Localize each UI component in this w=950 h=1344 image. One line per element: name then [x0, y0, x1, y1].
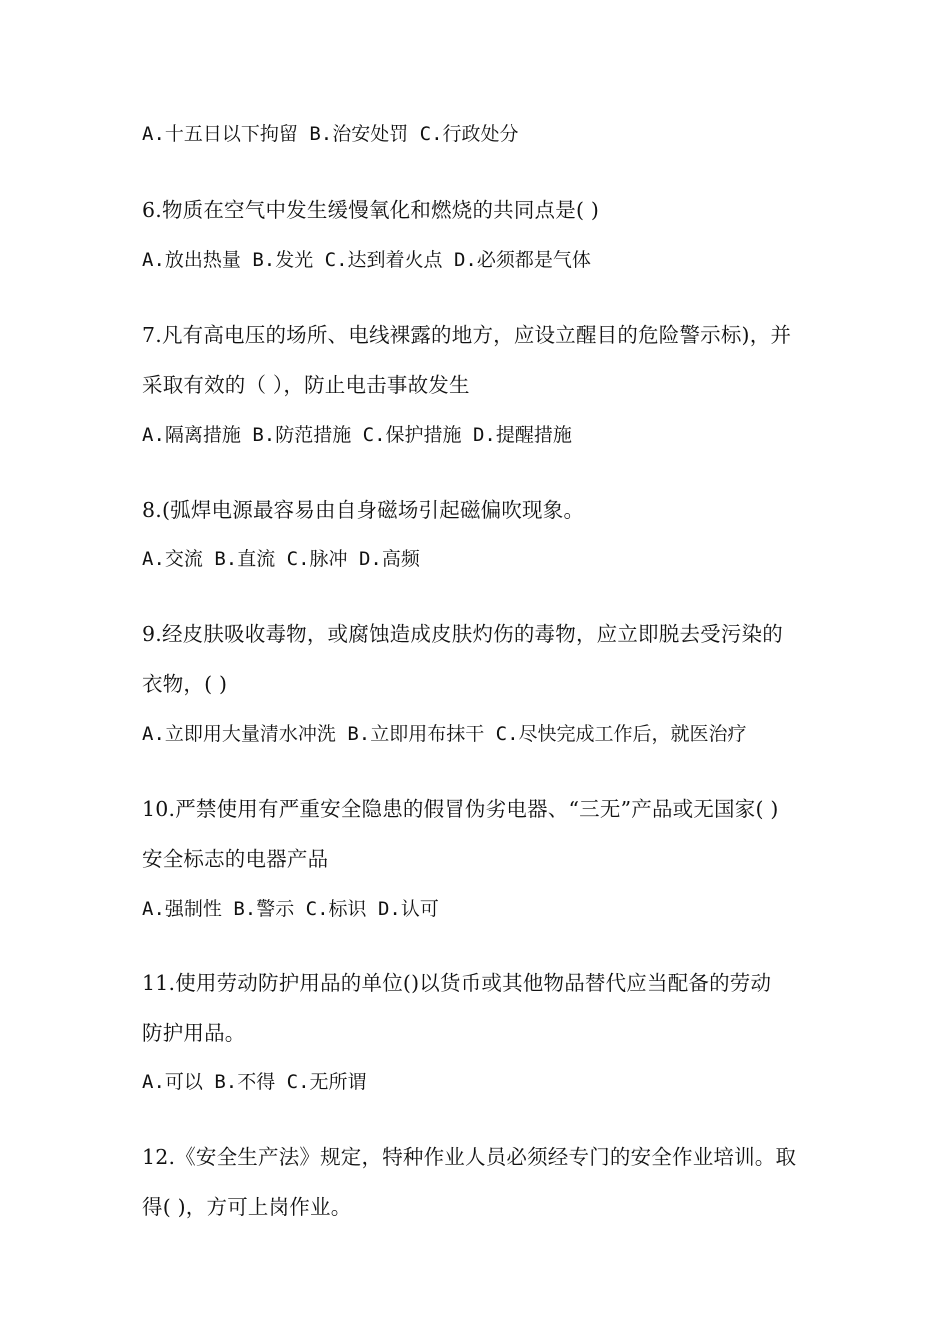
q8-options: A.交流 B.直流 C.脉冲 D.高频 — [142, 548, 420, 570]
q7-text-line2: 采取有效的（ ），防止电击事故发生 — [142, 373, 470, 397]
q10-text-line1: 10.严禁使用有严重安全隐患的假冒伪劣电器、“三无”产品或无国家( ) — [142, 797, 779, 821]
q9-text-line2: 衣物，( ) — [142, 672, 228, 696]
q9-text-line1: 9.经皮肤吸收毒物，或腐蚀造成皮肤灼伤的毒物，应立即脱去受污染的 — [142, 622, 783, 646]
q7-options: A.隔离措施 B.防范措施 C.保护措施 D.提醒措施 — [142, 424, 572, 446]
q9-options: A.立即用大量清水冲洗 B.立即用布抹干 C.尽快完成工作后，就医治疗 — [142, 723, 747, 745]
q12-text-line2: 得( )，方可上岗作业。 — [142, 1195, 352, 1219]
q6-text: 6.物质在空气中发生缓慢氧化和燃烧的共同点是( ) — [142, 198, 600, 222]
q6-options: A.放出热量 B.发光 C.达到着火点 D.必须都是气体 — [142, 249, 591, 271]
q10-options: A.强制性 B.警示 C.标识 D.认可 — [142, 898, 439, 920]
q8-text: 8.(弧焊电源最容易由自身磁场引起磁偏吹现象。 — [142, 498, 585, 522]
q11-options: A.可以 B.不得 C.无所谓 — [142, 1071, 367, 1093]
q12-text-line1: 12.《安全生产法》规定，特种作业人员必须经专门的安全作业培训。取 — [142, 1145, 797, 1169]
q7-text-line1: 7.凡有高电压的场所、电线裸露的地方，应设立醒目的危险警示标)，并 — [142, 323, 792, 347]
q10-text-line2: 安全标志的电器产品 — [142, 847, 329, 871]
q11-text-line1: 11.使用劳动防护用品的单位()以货币或其他物品替代应当配备的劳动 — [142, 971, 772, 995]
q5-options: A.十五日以下拘留 B.治安处罚 C.行政处分 — [142, 123, 519, 145]
q11-text-line2: 防护用品。 — [142, 1021, 246, 1045]
